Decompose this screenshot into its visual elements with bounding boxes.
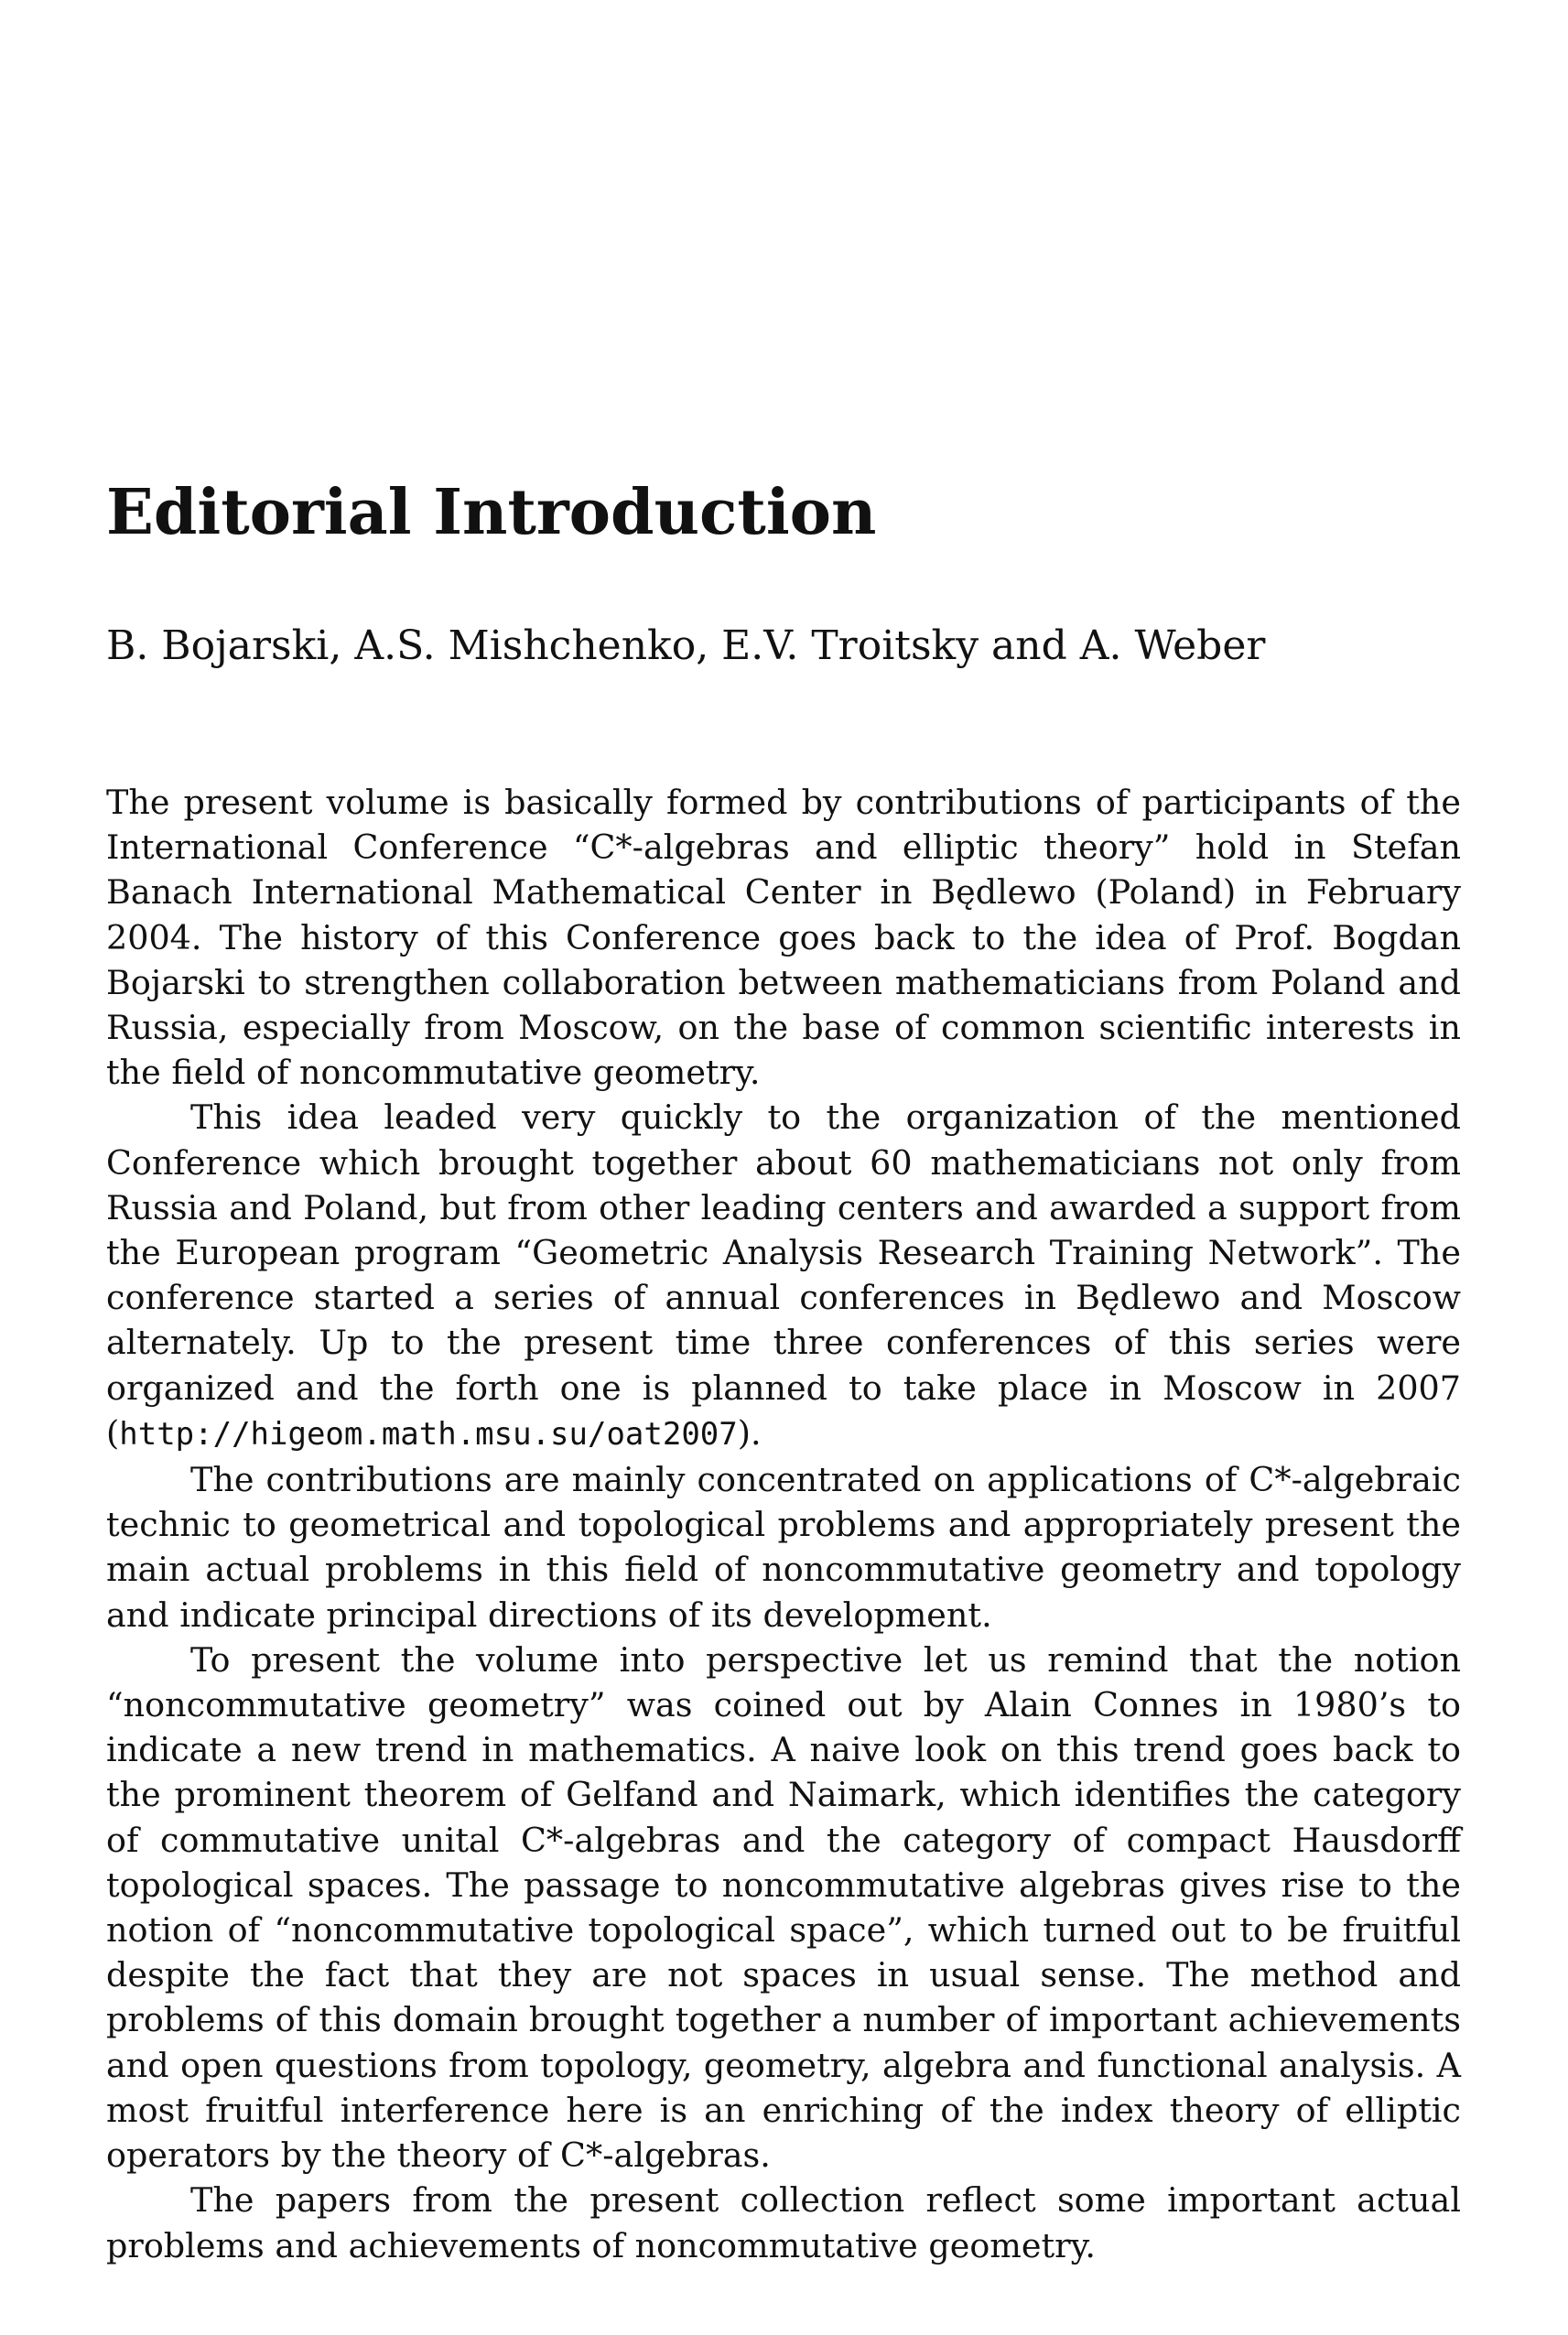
article-body [106,780,1461,2268]
paragraph-1: The present volume is basically formed by contributions of participants of the International Conference “C*-algebras and elliptic theory” hold in Stefan Banach International Mathematical Center in Będlewo (Poland) in February 2004. The history of this Conference goes back to the idea of Prof. Bogdan Bojarski to strengthen collaboration between mathematicians from Poland and Russia, especially from Moscow, on the base of common scientific interests in the field of noncommutative geometry. [106,783,1461,1093]
paragraph-2-tail: ). [737,1412,762,1453]
paragraph-3: The contributions are mainly concentrated on applications of C*-algebraic technic to geometrical and topological problems and appropriately present the main actual problems in this field of noncommutative geometry and topology and indicate principal directions of its development. [106,1460,1461,1635]
paragraph-5: The papers from the present collection reflect some important actual problems and achievements of noncommutative geometry. [106,2180,1461,2265]
paragraph-4: To present the volume into perspective let us remind that the notion “noncommutative geometry” was coined out by Alain Connes in 1980’s to indicate a new trend in mathematics. A naive look on this trend goes back to the prominent theorem of Gelfand and Naimark, which identifies the category of commutative unital C*-algebras and the category of compact Hausdorff topological spaces. The passage to noncommutative algebras gives rise to the notion of “noncommutative topological space”, which turned out to be fruitful despite the fact that they are not spaces in usual sense. The method and problems of this domain brought together a number of important achievements and open questions from topology, geometry, algebra and functional analysis. A most fruitful interference here is an enriching of the index theory of elliptic operators by the theory of C*-algebras. [106,1639,1461,2176]
paragraph-2-text: This idea leaded very quickly to the organization of the mentioned Conference which brought together about 60 mathematicians not only from Russia and Poland, but from other leading centers and awarded a support from the European program “Geometric Analysis Research Training Network”. The conference started a series of annual conferences in Będlewo and Moscow alternately. Up to the present time three conferences of this series were organized and the forth one is planned to take place in Moscow in 2007 ( [106,1097,1461,1453]
page-title: Editorial Introduction [106,476,877,549]
conference-url-link[interactable]: http://higeom.math.msu.su/oat2007 [119,1415,738,1453]
paragraph-2 [106,1095,1461,1457]
authors-line: B. Bojarski, A.S. Mishchenko, E.V. Troitsky and A. Weber [106,622,1266,669]
